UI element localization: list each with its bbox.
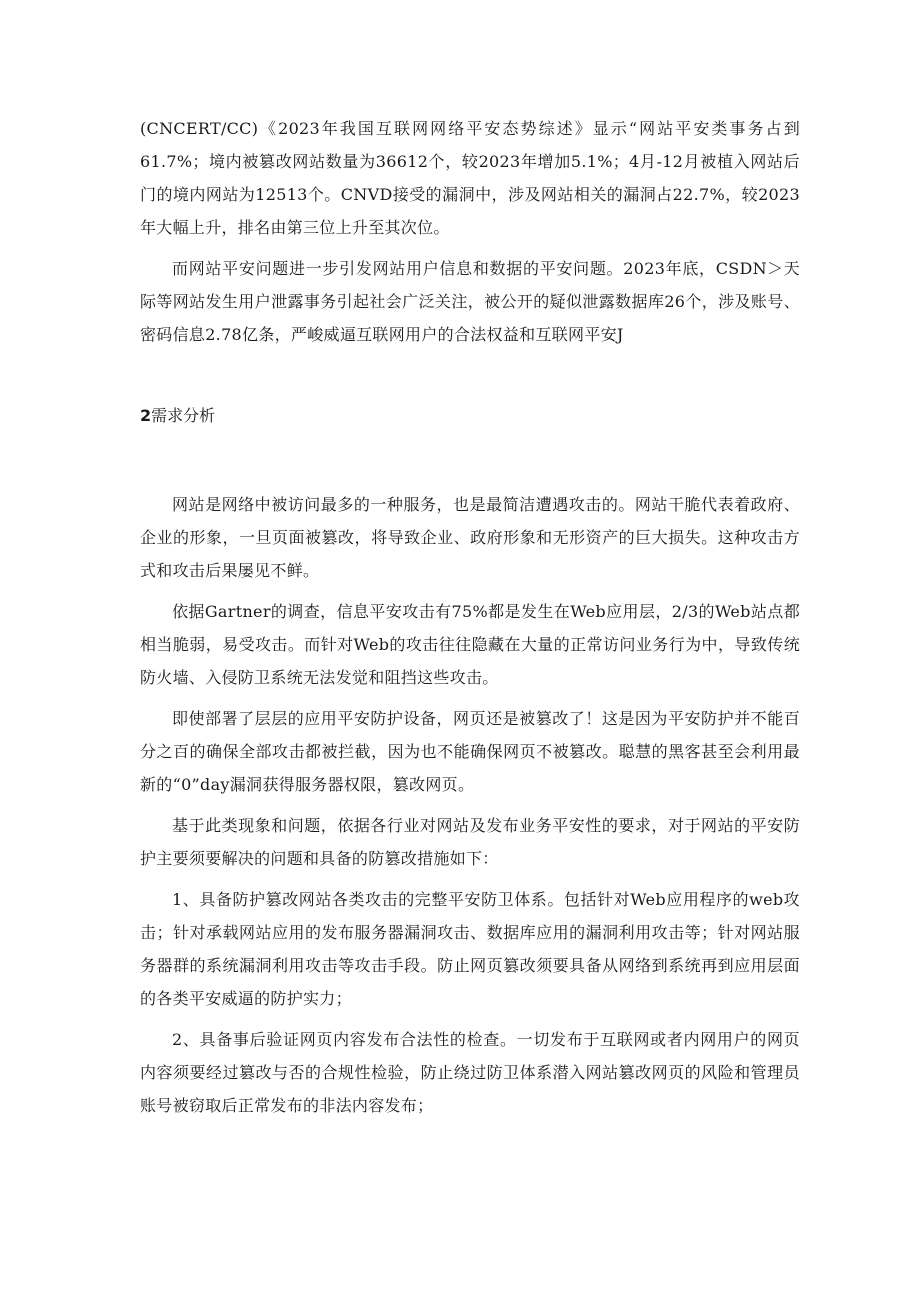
paragraph-user-data-leak: 而网站平安问题进一步引发网站用户信息和数据的平安问题。2023年底，CSDN＞天际等网站发生用户泄露事务引起社会广泛关注，被公开的疑似泄露数据库26个，涉及账号、密码信息2.78亿条，严峻威逼互联网用户的合法权益和互联网平安J <box>140 259 800 344</box>
section-heading <box>140 399 800 432</box>
document-page <box>140 112 800 1130</box>
paragraph-requirements-intro: 基于此类现象和问题，依据各行业对网站及发布业务平安性的要求，对于网站的平安防护主要须要解决的问题和具备的防篡改措施如下： <box>140 816 800 868</box>
paragraph-zero-day: 即使部署了层层的应用平安防护设备，网页还是被篡改了！这是因为平安防护并不能百分之百的确保全部攻击都被拦截，因为也不能确保网页不被篡改。聪慧的黑客甚至会利用最新的“0”day漏洞获得服务器权限，篡改网页。 <box>140 709 800 794</box>
paragraph-website-attack-target: 网站是网络中被访问最多的一种服务，也是最简洁遭遇攻击的。网站干脆代表着政府、企业的形象，一旦页面被篡改，将导致企业、政府形象和无形资产的巨大损失。这种攻击方式和攻击后果屡见不鲜。 <box>140 495 800 580</box>
list-item-post-verification: 2、具备事后验证网页内容发布合法性的检查。一切发布于互联网或者内网用户的网页内容须要经过篡改与否的合规性检验，防止绕过防卫体系潜入网站篡改网页的风险和管理员账号被窃取后正常发布的非法内容发布； <box>140 1030 800 1115</box>
list-item-defense-system: 1、具备防护篡改网站各类攻击的完整平安防卫体系。包括针对Web应用程序的web攻击；针对承载网站应用的发布服务器漏洞攻击、数据库应用的漏洞利用攻击等；针对网站服务器群的系统漏洞利用攻击等攻击手段。防止网页篡改须要具备从网络到系统再到应用层面的各类平安威逼的防护实力； <box>140 890 800 1008</box>
section-number: 2 <box>140 406 152 425</box>
section-title-text: 需求分析 <box>151 406 216 425</box>
paragraph-gartner-survey: 依据Gartner的调查，信息平安攻击有75%都是发生在Web应用层，2/3的Web站点都相当脆弱，易受攻击。而针对Web的攻击往往隐藏在大量的正常访问业务行为中，导致传统防火墙、入侵防卫系统无法发觉和阻挡这些攻击。 <box>140 602 800 687</box>
paragraph-cncert-stats: (CNCERT/CC)《2023年我国互联网网络平安态势综述》显示“网站平安类事务占到61.7%；境内被篡改网站数量为36612个，较2023年增加5.1%；4月-12月被植入网站后门的境内网站为12513个。CNVD接受的漏洞中，涉及网站相关的漏洞占22.7%，较2023年大幅上升，排名由第三位上升至其次位。 <box>140 119 800 237</box>
